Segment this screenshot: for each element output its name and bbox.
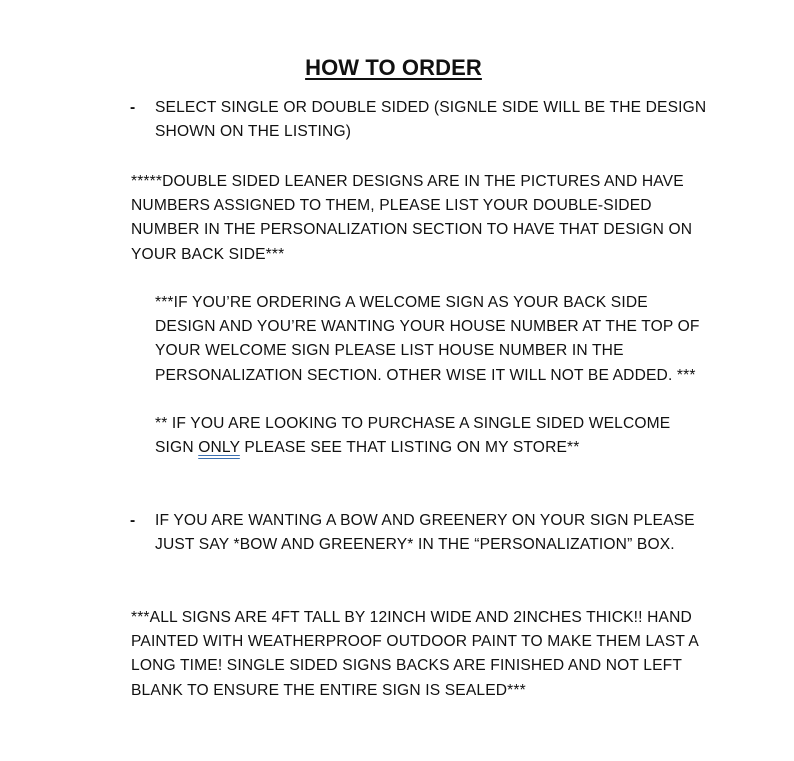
bullet-marker: -	[130, 512, 136, 529]
bullet-text-sides: SELECT SINGLE OR DOUBLE SIDED (SIGNLE SIDE WILL BE THE DESIGN SHOWN ON THE LISTING)	[155, 99, 707, 141]
only-underlined-word: ONLY	[198, 439, 240, 457]
bullet-item-bow	[130, 509, 710, 557]
paragraph-welcome-sign: ***IF YOU’RE ORDERING A WELCOME SIGN AS YOUR BACK SIDE DESIGN AND YOU’RE WANTING YOUR HOUSE NUMBER AT THE TOP OF YOUR WELCOME SIGN PLEASE LIST HOUSE NUMBER IN THE PERSONALIZATION SECTION. OTHER WISE IT WILL NOT BE ADDED. ***	[155, 294, 700, 384]
paragraph-all-signs: ***ALL SIGNS ARE 4FT TALL BY 12INCH WIDE AND 2INCHES THICK!! HAND PAINTED WITH WEATHERPROOF OUTDOOR PAINT TO MAKE THEM LAST A LONG TIME! SINGLE SIDED SIGNS BACKS ARE FINISHED AND NOT LEFT BLANK TO ENSURE THE ENTIRE SIGN IS SEALED***	[131, 609, 699, 699]
paragraph-double-sided: *****DOUBLE SIDED LEANER DESIGNS ARE IN THE PICTURES AND HAVE NUMBERS ASSIGNED TO THEM, PLEASE LIST YOUR DOUBLE-SIDED NUMBER IN THE PERSONALIZATION SECTION TO HAVE THAT DESIGN ON YOUR BACK SIDE***	[131, 173, 693, 263]
bullet-marker: -	[130, 99, 136, 116]
paragraph-single-sided	[155, 412, 710, 460]
bullet-text-bow: IF YOU ARE WANTING A BOW AND GREENERY ON YOUR SIGN PLEASE JUST SAY *BOW AND GREENERY* IN THE “PERSONALIZATION” BOX.	[155, 512, 695, 554]
bullet-item-sides	[130, 96, 710, 144]
page-title: HOW TO ORDER	[305, 55, 482, 80]
single-sided-suffix: PLEASE SEE THAT LISTING ON MY STORE**	[244, 439, 580, 457]
single-sided-prefix: ** IF YOU ARE LOOKING TO PURCHASE A SINGLE SIDED WELCOME SIGN	[155, 415, 671, 457]
